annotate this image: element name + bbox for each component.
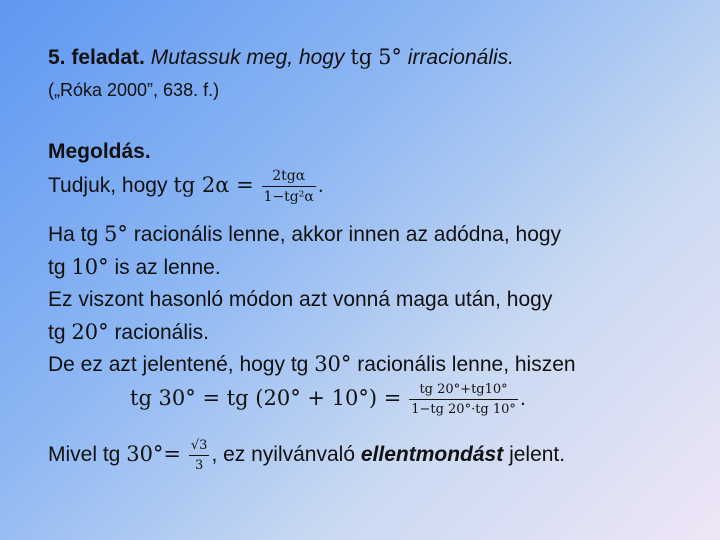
sum-formula-fraction xyxy=(409,382,518,417)
sqrt3-fraction xyxy=(189,438,210,473)
double-angle-fraction xyxy=(262,168,316,205)
line3-b: is az lenne. xyxy=(114,256,221,279)
reference: („Róka 2000”, 638. f.) xyxy=(48,80,220,100)
line8-angle: 30°= xyxy=(126,442,182,467)
line-2 xyxy=(48,222,561,247)
task-label: 5. feladat. xyxy=(48,46,145,69)
line5-angle: 20° xyxy=(71,320,109,344)
task-title xyxy=(48,45,514,70)
line-7-equation xyxy=(130,382,526,417)
line1-end: . xyxy=(317,174,324,198)
task-tail: irracionális. xyxy=(407,46,514,69)
line6-b: racionális lenne, hiszen xyxy=(357,353,576,376)
sqrt3-denominator: 3 xyxy=(195,458,204,473)
line-3 xyxy=(48,255,221,280)
line7-end: . xyxy=(519,387,526,411)
line-6 xyxy=(48,352,576,377)
line6-a: De ez azt jelentené, hogy tg xyxy=(48,353,309,376)
contradiction-word: ellentmondást xyxy=(360,443,504,467)
line3-a: tg xyxy=(48,256,66,279)
line5-a: tg xyxy=(48,321,66,344)
line8-b: , ez nyilvánvaló xyxy=(211,443,356,467)
fraction-denominator: 1−tg²α xyxy=(263,189,314,205)
line2-b: racionális lenne, akkor innen az adódna, hogy xyxy=(133,223,562,246)
line3-angle: 10° xyxy=(71,255,109,279)
sum-denominator: 1−tg 20°·tg 10° xyxy=(411,402,516,417)
line1-text: Tudjuk, hogy xyxy=(48,174,168,198)
line-8 xyxy=(48,438,565,473)
line-5 xyxy=(48,320,209,345)
line2-angle: 5° xyxy=(104,222,128,246)
task-text: Mutassuk meg, hogy xyxy=(150,46,345,69)
line5-b: racionális. xyxy=(114,321,209,344)
fraction-numerator: 2tgα xyxy=(262,168,316,187)
solution-heading: Megoldás. xyxy=(48,140,151,163)
line8-c: jelent. xyxy=(509,443,566,467)
sqrt3-numerator: √3 xyxy=(189,438,210,456)
task-tg: tg xyxy=(350,45,373,69)
line8-a: Mivel tg xyxy=(48,443,121,467)
line7-lhs: tg 30° = tg (20° + 10°) = xyxy=(130,386,402,411)
line2-a: Ha tg xyxy=(48,223,99,246)
sum-numerator: tg 20°+tg10° xyxy=(409,382,518,400)
line-identity xyxy=(48,168,324,205)
line6-angle: 30° xyxy=(314,352,352,376)
task-angle: 5° xyxy=(378,45,402,69)
line1-lhs: tg 2α = xyxy=(173,173,254,198)
line-4: Ez viszont hasonló módon azt vonná maga után, hogy xyxy=(48,288,553,311)
